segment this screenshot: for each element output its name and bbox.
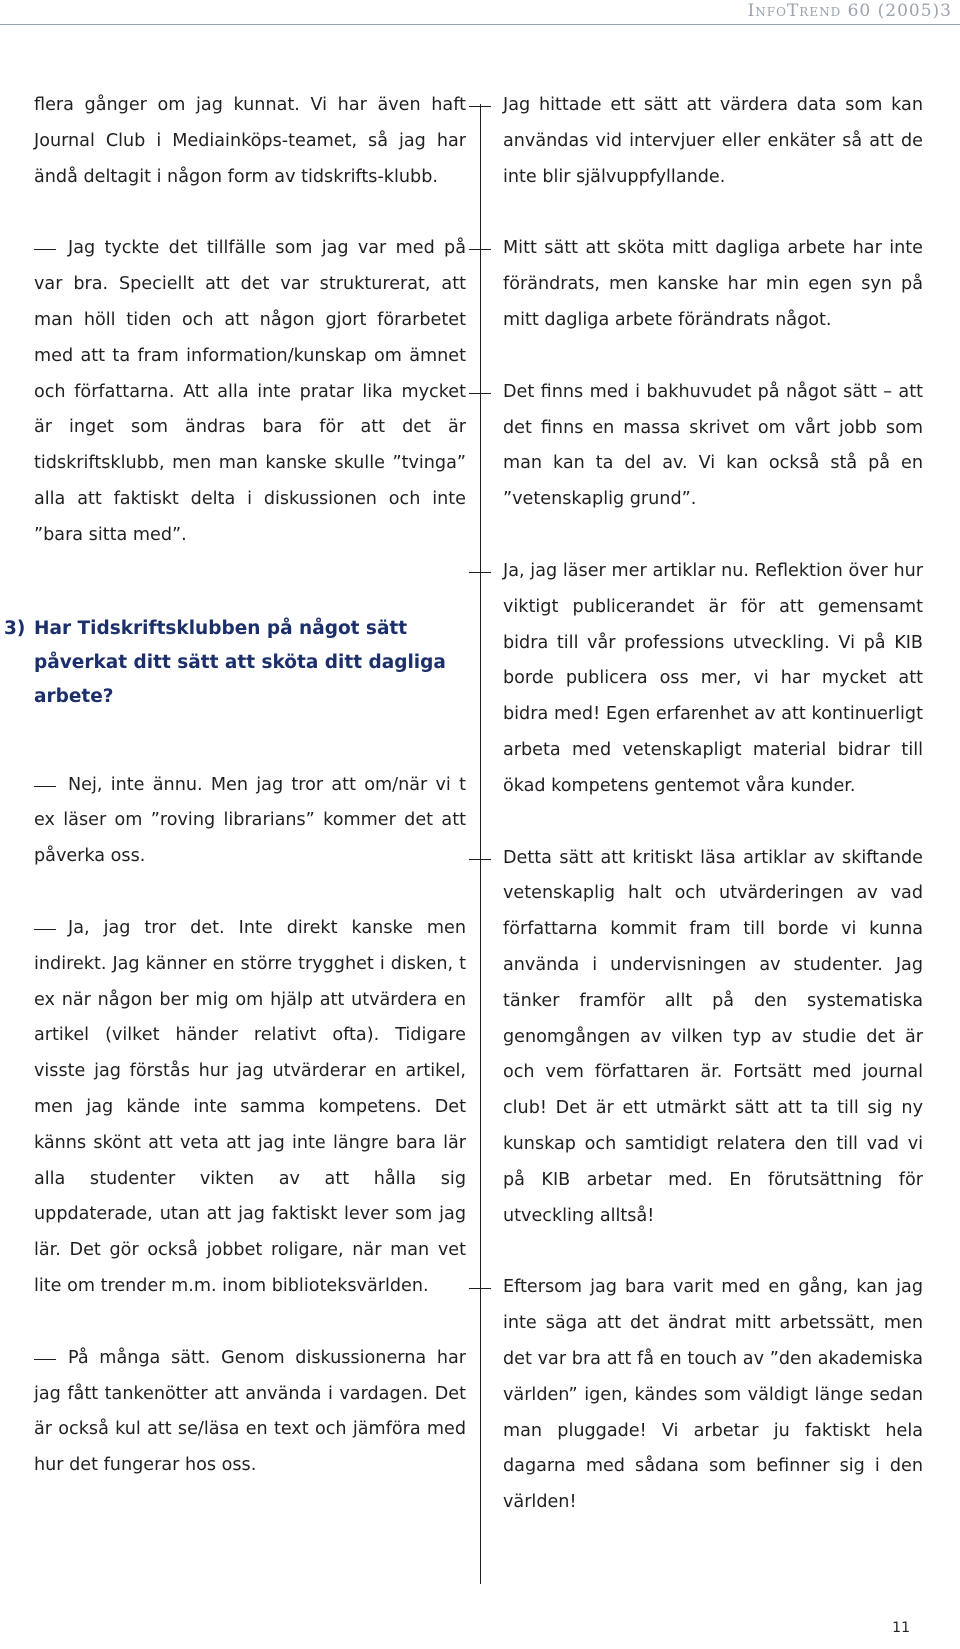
- dash-bullet: [469, 859, 491, 860]
- question-text: Har Tidskriftsklubben på något sätt påverkat ditt sätt att sköta ditt dagliga arbete?: [34, 617, 446, 707]
- list-item-text: Jag tyckte det tillfälle som jag var med på var bra. Speciellt att det var strukturerat, att man höll tiden och att någon gjort förarbetet med att ta fram information/kunskap om ämnet och författarna. Att alla inte pratar lika mycket är inget som ändras bara för att det är tidskriftsklubb, men man kanske skulle ”tvinga” alla att faktiskt delta i diskussionen och inte ”bara sitta med”.: [34, 238, 466, 545]
- list-item-text: Detta sätt att kritiskt läsa artiklar av skiftande vetenskaplig halt och utvärderingen av vad författarna kommit fram till borde vi kunna använda i undervisningen av studenter. Jag tänker framför allt på den systematiska genomgången av vilken typ av studie det är och vem författaren är. Fortsätt med journal club! Det är ett utmärkt sätt att ta till sig ny kunskap och samtidigt relatera den till vad vi på KIB arbetar med. En förutsättning för utveckling alltså!: [503, 847, 923, 1226]
- list-item: [503, 375, 923, 518]
- dash-bullet: [34, 929, 56, 930]
- list-item-text: Eftersom jag bara varit med en gång, kan jag inte säga att det ändrat mitt arbetssätt, men det var bra att få en touch av ”den akademiska världen” igen, kändes som väldigt länge sedan man pluggade! Vi arbetar ju faktiskt hela dagarna med sådana som befinner sig i den världen!: [503, 1277, 923, 1513]
- dash-bullet: [34, 249, 56, 250]
- list-item: [34, 768, 466, 875]
- list-item: [34, 231, 466, 553]
- dash-bullet: [34, 1359, 56, 1360]
- list-item: [34, 911, 466, 1305]
- dash-bullet: [469, 106, 491, 107]
- column-divider: [480, 104, 481, 1584]
- list-item: [503, 841, 923, 1235]
- dash-bullet: [469, 393, 491, 394]
- header-rule: [0, 24, 960, 25]
- list-item-text: Det finns med i bakhuvudet på något sätt – att det finns en massa skrivet om vårt jobb som man kan ta del av. Vi kan också stå på en ”vetenskaplig grund”.: [503, 381, 923, 510]
- right-column: [503, 88, 923, 1557]
- list-item: [503, 1270, 923, 1521]
- dash-bullet: [469, 1288, 491, 1289]
- question-number: 3): [4, 617, 26, 639]
- dash-bullet: [469, 572, 491, 573]
- page-number: 11: [892, 1620, 910, 1636]
- list-item: [503, 231, 923, 338]
- journal-name: InfoTrend 60: [747, 1, 872, 21]
- list-item-text: Mitt sätt att sköta mitt dagliga arbete har inte förändrats, men kanske har min egen syn på mitt dagliga arbete förändrats något.: [503, 238, 923, 330]
- dash-bullet: [469, 249, 491, 250]
- list-item-text: På många sätt. Genom diskussionerna har jag fått tankenötter att använda i vardagen. Det är också kul att se/läsa en text och jämföra med hur det fungerar hos oss.: [34, 1347, 466, 1476]
- left-column: [4, 88, 466, 1520]
- list-item-text: Ja, jag tror det. Inte direkt kanske men indirekt. Jag känner en större trygghet i disken, t ex när någon ber mig om hjälp att utvärdera en artikel (vilket händer relativt ofta). Tidigare visste jag förstås hur jag utvärderar en artikel, men jag kände inte samma kompetens. Det känns skönt att veta att jag inte längre bara lär alla studenter vikten av att hålla sig uppdaterade, utan att jag faktiskt lever som jag lär. Det gör också jobbet roligare, när man vet lite om trender m.m. inom biblioteksvärlden.: [34, 917, 466, 1296]
- list-item-text: Jag hittade ett sätt att värdera data som kan användas vid intervjuer eller enkäter så att de inte blir självuppfyllande.: [503, 95, 923, 187]
- journal-issue: (2005)3: [877, 1, 952, 21]
- list-item-text: Ja, jag läser mer artiklar nu. Reflektion över hur viktigt publicerandet är för att gemensamt bidra till vår professions utveckling. Vi på KIB borde publicera oss mer, vi har mycket att bidra med! Egen erfarenhet av att kontinuerligt arbeta med vetenskapligt material bidrar till ökad kompetens gentemot våra kunder.: [503, 560, 923, 796]
- list-item: [503, 554, 923, 805]
- running-header: [748, 0, 952, 22]
- continuation-paragraph: flera gånger om jag kunnat. Vi har även haft Journal Club i Mediainköps-teamet, så jag har ändå deltagit i någon form av tidskrifts-klubb.: [34, 95, 466, 187]
- list-item: [503, 88, 923, 195]
- dash-bullet: [34, 786, 56, 787]
- list-item-text: Nej, inte ännu. Men jag tror att om/när vi t ex läser om ”roving librarians” kommer det att påverka oss.: [34, 774, 466, 867]
- list-item: [34, 1341, 466, 1484]
- question-heading: [4, 612, 466, 714]
